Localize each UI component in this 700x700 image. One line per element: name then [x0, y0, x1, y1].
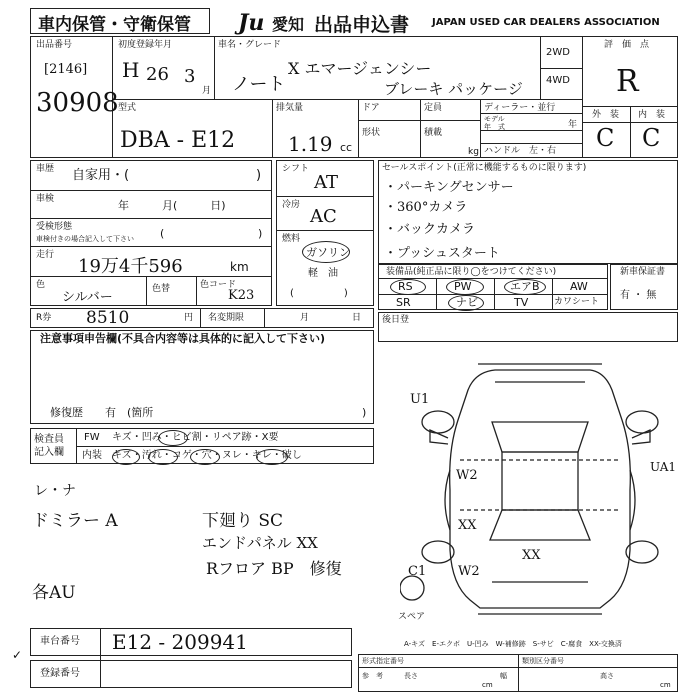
overall-rating: R — [616, 64, 639, 99]
history-value: 自家用・( — [72, 168, 130, 183]
handle-label: ハンドル 左・右 — [484, 146, 557, 156]
shaken-value: 年 月( 日) — [118, 199, 226, 212]
mark-w2-rear: W2 — [458, 564, 480, 579]
mark-c1: C1 — [408, 564, 427, 579]
model-label: 型式 — [118, 103, 137, 113]
kg-label: kg — [468, 147, 479, 157]
circle-nure — [256, 449, 288, 465]
circle-pw — [446, 279, 484, 295]
color-code-value: K23 — [228, 288, 255, 303]
reference-label: 参 考 — [362, 672, 383, 680]
after-reg-label: 後日登 — [382, 315, 410, 325]
ext-row: キズ・凹み・ヒビ割・リペア跡・X要 — [112, 432, 279, 443]
equip-tv: TV — [514, 296, 529, 309]
fuel-value: ガソリン — [306, 246, 350, 259]
height-label: 高さ — [600, 672, 614, 680]
fuel-label: 燃料 — [282, 234, 301, 244]
displacement-label: 排気量 — [276, 103, 304, 113]
mileage-value: 19万4千596 — [78, 256, 183, 277]
inspector-label: 検査員 記入欄 — [34, 434, 64, 458]
doors-label: ドア — [362, 103, 380, 113]
storage-label: 車内保管・守衛保管 — [38, 15, 191, 35]
selling-point-1: ・パーキングセンサー — [384, 180, 514, 195]
car-name: ノート — [232, 74, 286, 95]
selling-points-label: セールスポイント(正常に機能するものに限ります) — [382, 163, 587, 173]
cc-unit: cc — [340, 141, 353, 154]
fuel-paren: ( ) — [290, 288, 348, 299]
name-change-label: 名変期限 — [208, 313, 245, 323]
first-reg-label: 初度登録年月 — [118, 40, 173, 50]
recycle-box — [30, 308, 374, 328]
month-unit: 月 — [202, 86, 212, 96]
jusho-label: 受検形態 — [36, 222, 73, 232]
warranty-options: 有 ・ 無 — [620, 290, 657, 301]
circle-hekomi — [158, 430, 188, 446]
association-name: JAPAN USED CAR DEALERS ASSOCIATION — [432, 17, 660, 28]
mark-u1: U1 — [410, 392, 430, 407]
category-label: 類別区分番号 — [522, 657, 564, 665]
selling-point-3: ・バックカメラ — [384, 222, 476, 237]
document-title: 出品申込書 — [314, 14, 410, 36]
shape-label: 形状 — [362, 128, 381, 138]
note-line-3: 下廻り SC — [202, 511, 284, 531]
diesel-label: 軽 油 — [308, 268, 338, 279]
selling-point-4: ・プッシュスタート — [384, 246, 500, 261]
recycle-label: R券 — [36, 313, 52, 323]
equip-pw: PW — [454, 280, 472, 293]
reg-year: 26 — [146, 64, 169, 85]
exterior-grade: C — [596, 124, 615, 152]
equip-airbag: エアB — [510, 280, 540, 293]
equip-rs: RS — [398, 280, 413, 293]
height-cm: cm — [660, 681, 671, 689]
dealer-label: ディーラー・並行 — [484, 103, 556, 113]
ju-logo: Ju — [238, 10, 265, 36]
displacement-value: 1.19 — [288, 132, 333, 156]
day-label: 日 — [352, 313, 362, 323]
color-code-label: 色コード — [200, 280, 237, 290]
era: H — [122, 58, 140, 82]
interior-grade: C — [642, 124, 661, 152]
notes-title: 注意事項申告欄(不具合内容等は具体的に記入して下さい) — [40, 332, 326, 345]
grade-line1: X エマージェンシー — [288, 59, 432, 78]
vehicle-diagram — [400, 360, 670, 625]
width-label: 幅 — [500, 672, 507, 680]
yen-unit: 円 — [184, 313, 194, 323]
recycle-value: 8510 — [86, 308, 130, 328]
color-value: シルバー — [62, 290, 113, 305]
model-code: DBA - E12 — [120, 128, 236, 153]
repair-history: 修復歴 有 (箇所 — [50, 406, 154, 419]
month-label: 月 — [300, 313, 310, 323]
equip-sr: SR — [396, 296, 411, 309]
circle-rs — [390, 279, 426, 295]
model-year-label: モデル 年 式 — [484, 115, 505, 131]
2wd-label: 2WD — [546, 47, 570, 58]
note-line-4: エンドパネル XX — [202, 534, 318, 552]
mark-w2-side: W2 — [456, 468, 478, 483]
jusho-paren: ( — [160, 227, 165, 240]
reg-no-label: 登録番号 — [40, 668, 80, 679]
damage-legend: A-キズ E-エクボ U-凹み W-補修跡 S-サビ C-腐食 XX-交換済 — [404, 640, 622, 648]
length-cm: cm — [482, 681, 493, 689]
name-grade-label: 車名・グレード — [218, 40, 282, 50]
interior-label: 内 装 — [638, 110, 666, 120]
grade-line2: ブレーキ パッケージ — [384, 80, 523, 98]
rating-label: 評 価 点 — [604, 40, 650, 50]
chassis-value: E12 - 209941 — [112, 630, 248, 654]
load-label: 積載 — [424, 128, 443, 138]
shift-value: AT — [314, 172, 339, 193]
chassis-label: 車台番号 — [40, 636, 80, 647]
left-margin-mark: ✓ — [12, 648, 23, 662]
equipment-label: 装備品(純正品に限り◯をつけてください) — [386, 267, 557, 277]
history-label: 車歴 — [36, 164, 55, 174]
lot-prefix: [2146] — [44, 62, 88, 77]
jusho-note: 車検付きの場合記入して下さい — [36, 235, 134, 243]
warranty-label: 新車保証書 — [620, 267, 666, 277]
year-unit: 年 — [568, 120, 578, 130]
ext-row-label: FW — [84, 432, 100, 443]
int-row-label: 内装 — [82, 450, 102, 461]
spare-label: スペア — [398, 612, 426, 622]
circle-kizu — [112, 449, 140, 465]
equip-aw: AW — [570, 280, 588, 293]
km-unit: km — [230, 260, 249, 274]
mark-xx-side: XX — [458, 518, 477, 533]
circle-yogore — [148, 449, 178, 465]
selling-point-2: ・360°カメラ — [384, 200, 468, 215]
circle-koge — [190, 449, 220, 465]
note-line-6: 各AU — [32, 583, 76, 603]
exterior-label: 外 装 — [592, 110, 620, 120]
equip-navi: ナビ — [456, 296, 478, 309]
4wd-label: 4WD — [546, 75, 570, 86]
note-line-2: ドミラー A — [32, 511, 118, 531]
aircon-value: AC — [310, 206, 337, 227]
reg-month: 3 — [184, 66, 196, 87]
mileage-label: 走行 — [36, 250, 55, 260]
note-line-5: Rフロア BP 修復 — [206, 559, 342, 578]
mark-xx-rear: XX — [522, 548, 541, 563]
length-label: 長さ — [404, 672, 418, 680]
lot-number: 30908 — [36, 88, 119, 118]
form-model-label: 形式指定番号 — [362, 657, 404, 665]
brand-name: 愛知 — [272, 15, 305, 34]
circle-airbag — [504, 279, 546, 295]
equip-kawa-seat: カワシート — [554, 297, 600, 307]
history-close: ) — [256, 168, 262, 183]
color-change-label: 色替 — [152, 284, 171, 294]
capacity-label: 定員 — [424, 103, 443, 113]
shaken-label: 車検 — [36, 194, 55, 204]
lot-no-label: 出品番号 — [36, 40, 73, 50]
mark-ua1: UA1 — [650, 460, 677, 474]
shift-label: シフト — [282, 164, 310, 174]
after-reg-box — [378, 312, 678, 342]
circle-navi — [448, 295, 484, 311]
aircon-label: 冷房 — [282, 200, 301, 210]
note-line-1: レ・ナ — [34, 483, 76, 499]
repair-close: ) — [362, 406, 367, 419]
int-row: キズ・汚れ・コゲ・穴・ヌレ・キレ・破し — [112, 450, 302, 461]
jusho-paren-close: ) — [258, 227, 263, 240]
color-label: 色 — [36, 280, 46, 290]
